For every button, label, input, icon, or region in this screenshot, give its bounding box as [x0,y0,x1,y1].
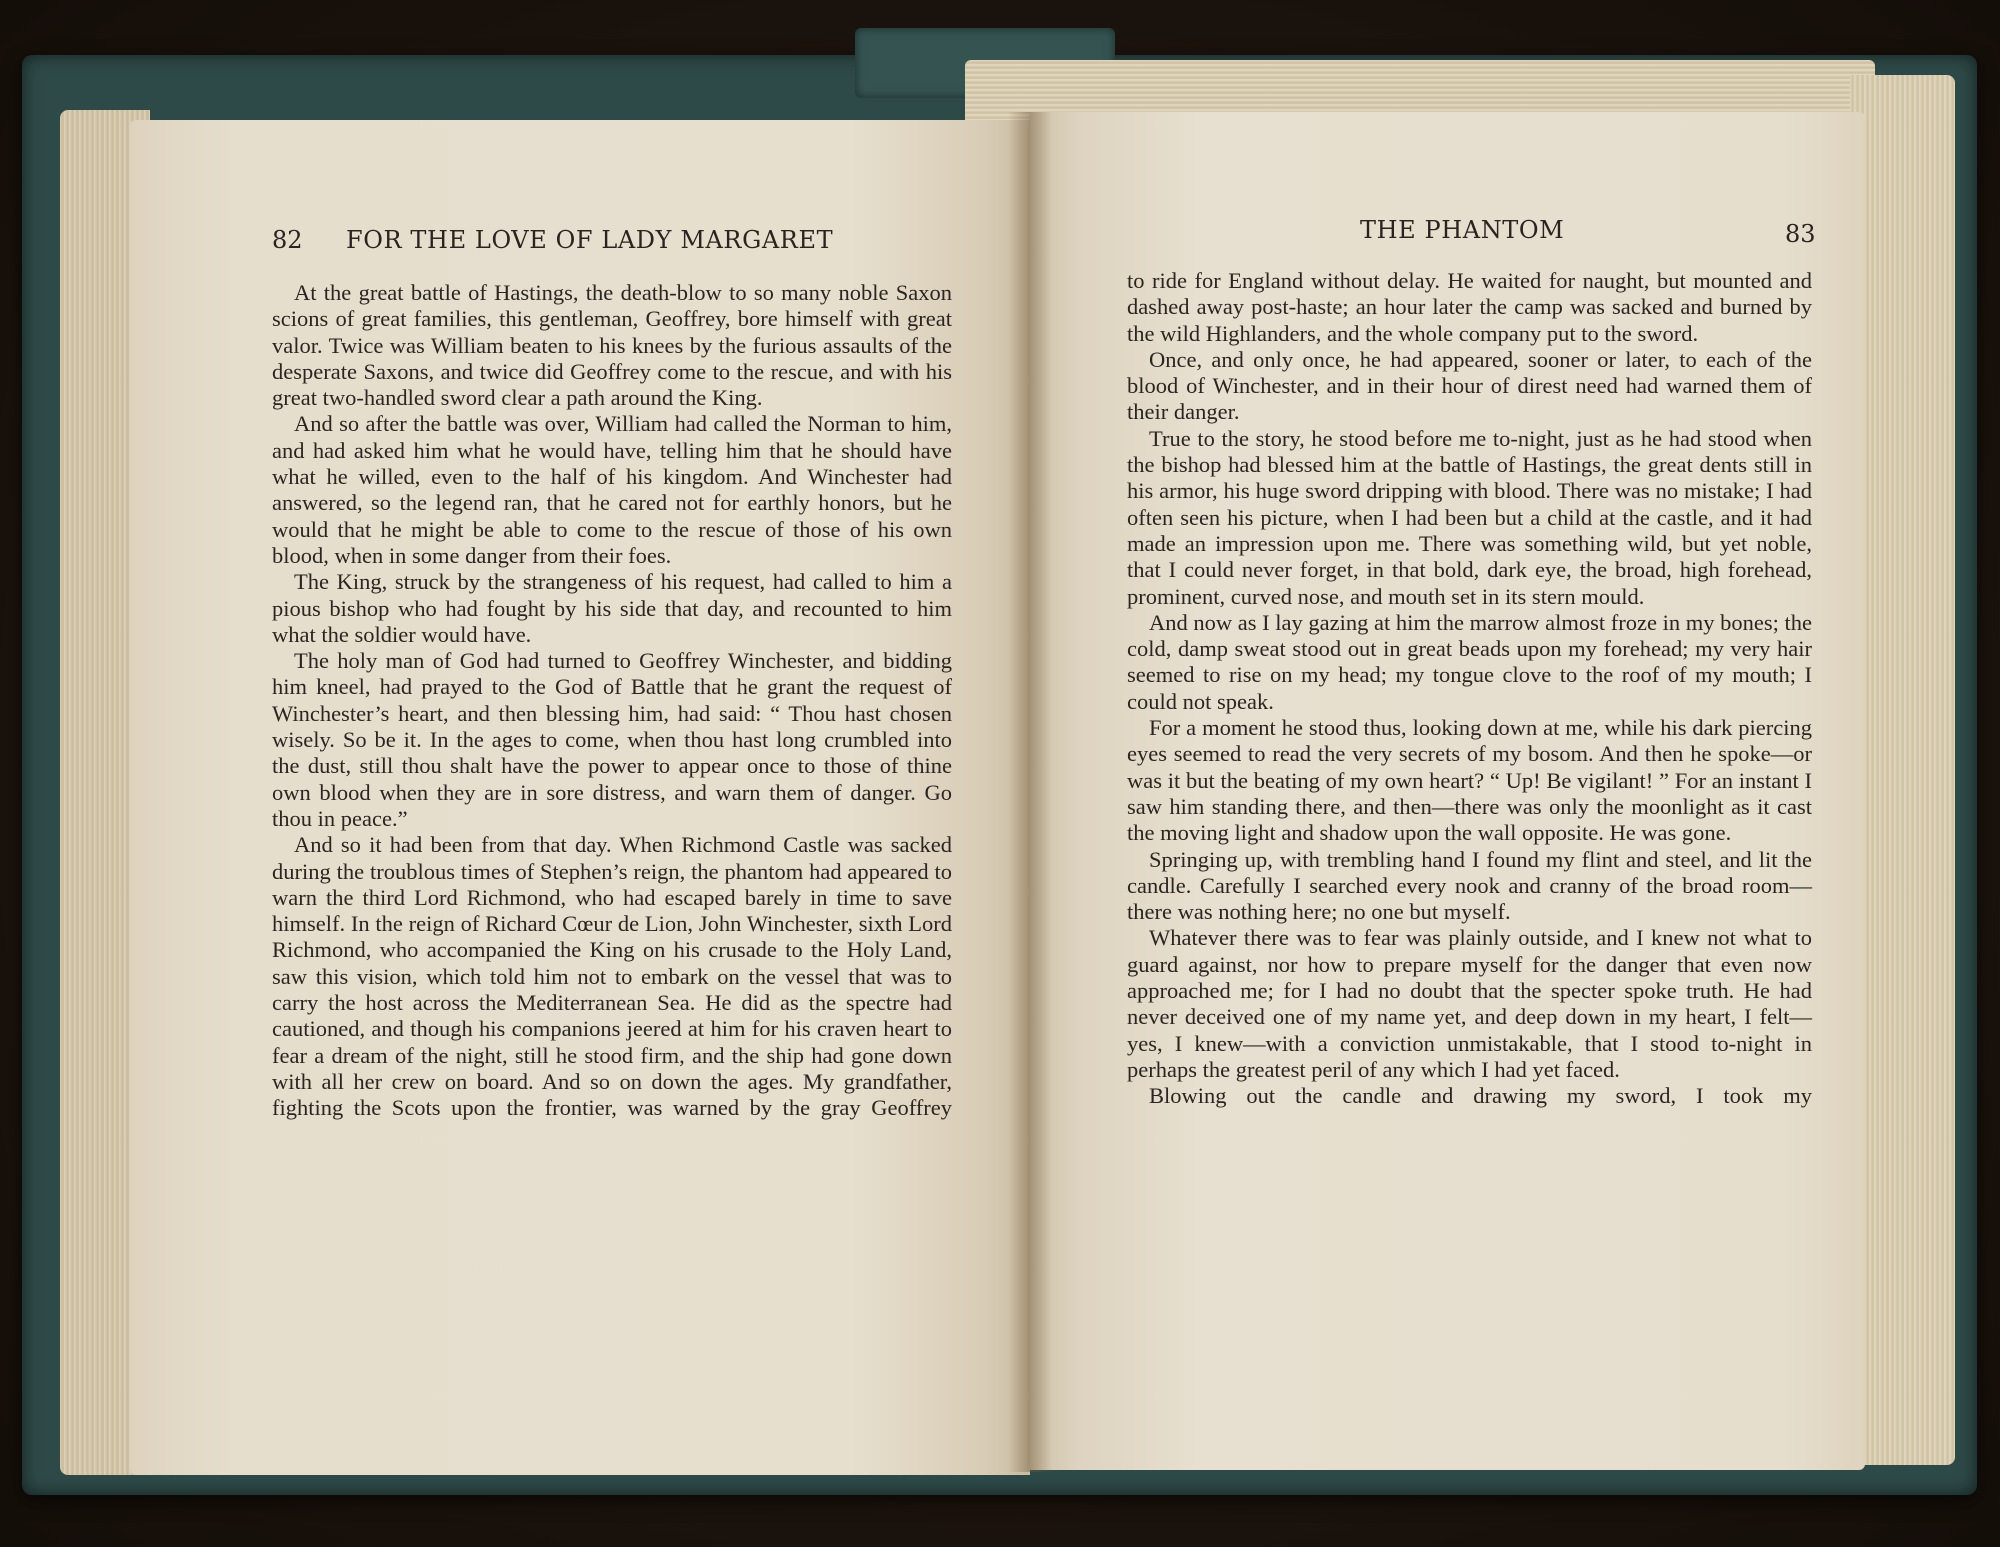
book-gutter [1008,112,1052,1472]
paragraph: And so it had been from that day. When Richmond Castle was sacked during the troublous times of Stephen’s reign, the phantom had appeared to warn the third Lord Richmond, who had escaped barely in time to save himself. In the reign of Richard Cœur de Lion, John Winchester, sixth Lord Richmond, who accompanied the King on his crusade to the Holy Land, saw this vision, which told him not to embark on the vessel that was to carry the host across the Mediterranean Sea. He did as the spectre had cautioned, and though his companions jeered at him for his craven heart to fear a dream of the night, still he stood firm, and the ship had gone down with all her crew on board. And so on down the ages. My grandfather, fighting the Scots upon the frontier, was warned by the gray Geoffrey [272,832,952,1121]
right-running-head: THE PHANTOM [1360,216,1565,244]
right-page-number: 83 [1785,220,1816,248]
continuation-paragraph: to ride for England without delay. He waited for naught, but mounted and dashed away post-haste; an hour later the camp was sacked and burned by the wild Highlanders, and the whole company put to the sword. [1127,268,1812,346]
paragraph: The holy man of God had turned to Geoffrey Winchester, and bidding him kneel, had prayed to the God of Battle that he grant the request of Winchester’s heart, and then blessing him, had said: “ Thou hast chosen wisely. So be it. In the ages to come, when thou hast long crumbled into the dust, still thou shalt have the power to appear once to those of thine own blood when they are in sore distress, and warn them of danger. Go thou in peace.” [272,648,952,831]
paragraph: True to the story, he stood before me to-night, just as he had stood when the bishop had blessed him at the battle of Hastings, the great dents still in his armor, his huge sword dripping with blood. There was no mistake; I had often seen his picture, when I had been but a child at the castle, and it had made an impression upon me. There was something wild, but yet noble, that I could never forget, in that bold, dark eye, the broad, high forehead, prominent, curved nose, and mouth set in its stern mould. [1127,425,1812,609]
left-page-text [272,280,952,1122]
paragraph: The King, struck by the strangeness of his request, had called to him a pious bishop who had fought by his side that day, and recounted to him what the soldier would have. [272,569,952,647]
right-page-text [1127,268,1812,1110]
paragraph: Blowing out the candle and drawing my sword, I took my [1149,1083,1812,1109]
paragraph: And so after the battle was over, William had called the Norman to him, and had asked him what he would have, telling him that he should have what he willed, even to the half of his kingdom. And Winchester had answered, so the legend ran, that he cared not for earthly honors, but he would that he might be able to come to the rescue of those of his own blood, when in some danger from their foes. [272,411,952,568]
top-page-edges [965,60,1875,120]
paragraph: Whatever there was to fear was plainly outside, and I knew not what to guard against, nor how to prepare myself for the danger that even now approached me; for I had no doubt that the specter spoke truth. He had never deceived one of my name yet, and deep down in my heart, I felt—yes, I knew—with a conviction unmistakable, that I stood to-night in perhaps the greatest peril of any which I had yet faced. [1127,925,1812,1082]
paragraph: Once, and only once, he had appeared, sooner or later, to each of the blood of Winchester, and in their hour of direst need had warned them of their danger. [1127,346,1812,425]
right-page-edges [1850,75,1955,1465]
left-page-number: 82 [272,226,303,254]
paragraph: For a moment he stood thus, looking down at me, while his dark piercing eyes seemed to read the very secrets of my bosom. And then he spoke—or was it but the beating of my own heart? “ Up! Be vigilant! ” For an instant I saw him standing there, and then—there was only the moonlight as it cast the moving light and shadow upon the wall opposite. He was gone. [1127,715,1812,846]
paragraph: At the great battle of Hastings, the death-blow to so many noble Saxon scions of great families, this gentleman, Geoffrey, bore himself with great valor. Twice was William beaten to his knees by the furious assaults of the desperate Saxons, and twice did Geoffrey come to the rescue, and with his great two-handled sword clear a path around the King. [272,280,952,411]
paragraph: And now as I lay gazing at him the marrow almost froze in my bones; the cold, damp sweat stood out in great beads upon my forehead; my very hair seemed to rise on my head; my tongue clove to the roof of my mouth; I could not speak. [1127,609,1812,714]
paragraph: Springing up, with trembling hand I found my flint and steel, and lit the candle. Carefully I searched every nook and cranny of the broad room—there was nothing here; no one but myself. [1127,846,1812,925]
left-running-head: FOR THE LOVE OF LADY MARGARET [346,226,834,254]
